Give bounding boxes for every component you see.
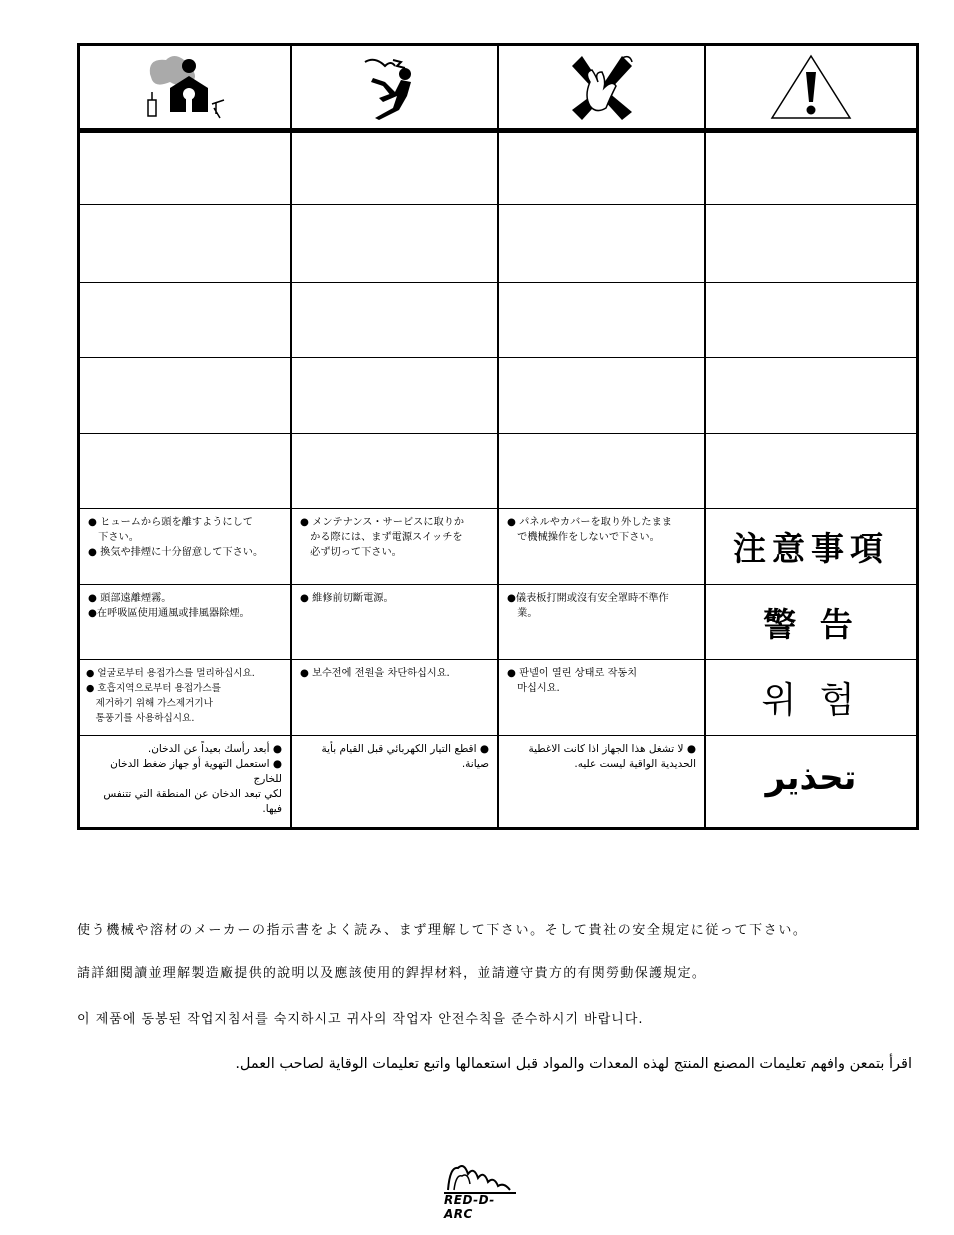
chinese-shock-text: ● 維修前切斷電源。 — [300, 593, 394, 604]
blank-row — [80, 204, 916, 282]
chinese-row — [80, 584, 916, 659]
korean-fumes-text: ● 얼굴로부터 용접가스를 멀리하십시요. ● 호흡지역으로부터 용접가스를 제거하기 위해 가스제거기나 통풍기를 사용하십시요. — [86, 668, 255, 724]
safety-warning-table — [77, 43, 919, 830]
korean-parts-text: ● 판넬이 열린 상태로 작동치 마십시요. — [507, 668, 638, 694]
moving-parts-hand-icon — [499, 46, 704, 128]
japanese-parts-text: ● パネルやカバーを取り外したまま で機械操作をしないで下さい。 — [507, 517, 672, 543]
blank-row — [80, 128, 916, 204]
logo-text: RED-D-ARC — [444, 1193, 495, 1221]
electric-shock-icon — [292, 46, 497, 128]
chinese-heading: 警 告 — [763, 604, 859, 644]
chinese-parts-text: ●儀表板打開或沒有安全罩時不準作 業。 — [507, 593, 669, 619]
icon-row — [80, 46, 916, 128]
japanese-row — [80, 508, 916, 584]
arabic-parts-text: ● لا تشغل هذا الجهاز اذا كانت الاغطية الحديدية الواقية ليست عليه. — [528, 743, 696, 770]
arabic-fumes-text: ● أبعد رأسك بعيداً عن الدخان. ● استعمل التهوية أو جهاز ضغط الدخان للخارج لكي تبعد الدخان عن المنطقة التي تتنفس فيها. — [103, 743, 282, 815]
blank-row — [80, 282, 916, 357]
instruction-arabic: اقرأ بتمعن وافهم تعليمات المصنع المنتج لهذه المعدات والمواد قبل استعمالها واتبع تعليمات الوقاية لصاحب العمل. — [235, 1056, 912, 1072]
arabic-row — [80, 735, 916, 827]
red-d-arc-logo — [440, 1160, 520, 1221]
japanese-heading: 注意事項 — [733, 529, 889, 568]
blank-row — [80, 357, 916, 433]
instruction-korean: 이 제품에 동봉된 작업지침서를 숙지하시고 귀사의 작업자 안전수칙을 준수하시기 바랍니다. — [77, 1012, 644, 1027]
arabic-shock-text: ● اقطع التيار الكهربائي قبل القيام بأية صيانة. — [321, 743, 489, 770]
blank-row — [80, 433, 916, 508]
japanese-shock-text: ● メンテナンス・サービスに取りか かる際には、まず電源スイッチを 必ず切って下さい。 — [300, 517, 465, 558]
fumes-breathing-icon — [80, 46, 290, 128]
korean-heading: 위 험 — [761, 680, 861, 721]
korean-shock-text: ● 보수전에 전원을 차단하십시요. — [300, 668, 450, 679]
japanese-fumes-text: ● ヒュームから頭を離すようにして 下さい。 ● 換気や排煙に十分留意して下さい。 — [88, 517, 264, 558]
korean-row — [80, 659, 916, 735]
warning-triangle-icon — [706, 46, 916, 128]
chinese-fumes-text: ● 頭部遠離煙霧。 ●在呼吸區使用通風或排風器除煙。 — [88, 593, 250, 619]
arabic-heading: تحذير — [765, 757, 857, 798]
instruction-japanese: 使う機械や溶材のメーカーの指示書をよく読み、まず理解して下さい。そして貴社の安全規定に従って下さい。 — [77, 923, 808, 938]
instruction-chinese: 請詳細閱讀並理解製造廠提供的說明以及應該使用的銲捍材料，並請遵守貴方的有関勞動保護規定。 — [77, 966, 707, 981]
